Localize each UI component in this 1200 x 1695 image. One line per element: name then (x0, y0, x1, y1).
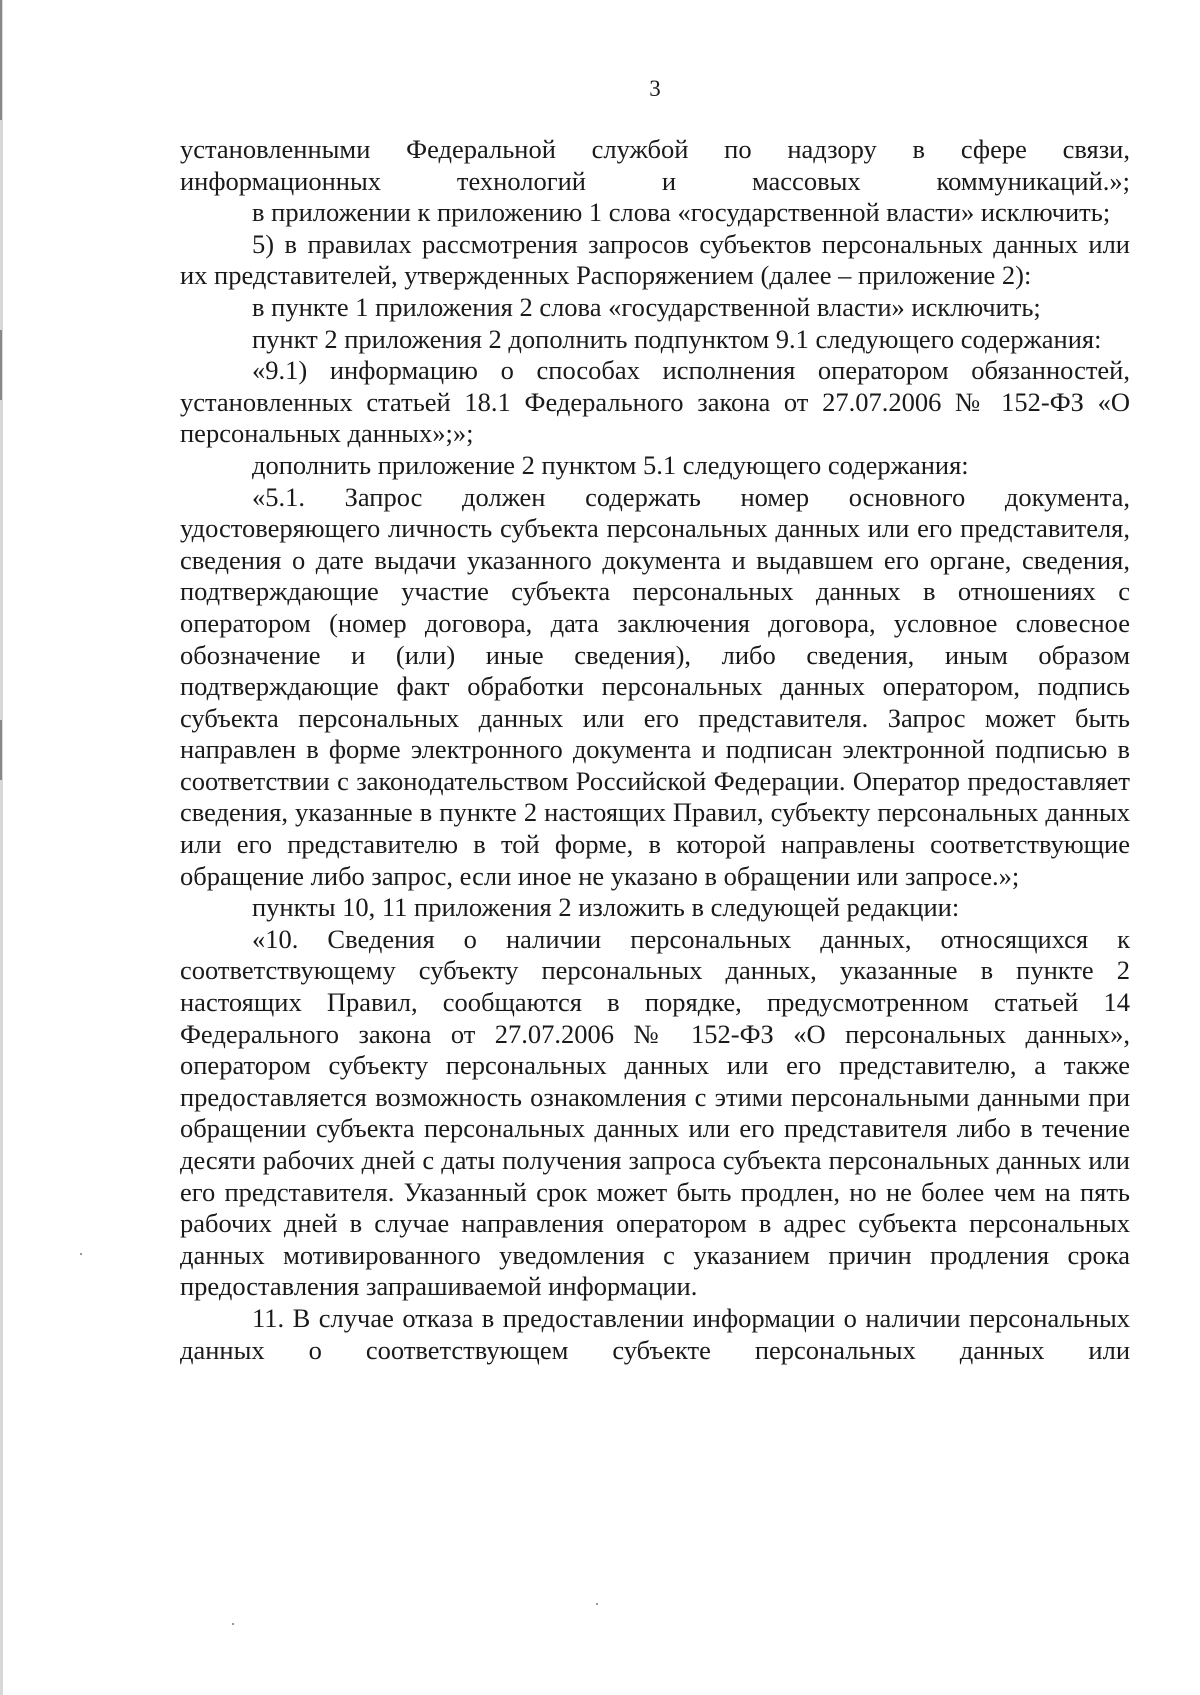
paragraph: установленными Федеральной службой по надзору в сфере связи, информационных технологий и массовых коммуникаций.»; (180, 134, 1130, 196)
scan-artifact (0, 330, 2, 400)
paragraph: «5.1. Запрос должен содержать номер основного документа, удостоверяющего личность субъекта персональных данных или его представителя, сведения о дате выдачи указанного документа и выдавшем его органе, сведения, подтверждающие участие субъекта персональных данных в отношениях с оператором (номер договора, дата заключения договора, условное словесное обозначение и (или) иные сведения), либо сведения, иным образом подтверждающие факт обработки персональных данных оператором, подпись субъекта персональных данных или его представителя. Запрос может быть направлен в форме электронного документа и подписан электронной подписью в соответствии с законодательством Российской Федерации. Оператор предоставляет сведения, указанные в пункте 2 настоящих Правил, субъекту персональных данных или его представителю в той форме, в которой направлены соответствующие обращение либо запрос, если иное не указано в обращении или запросе.»; (180, 481, 1130, 891)
paragraph: пункт 2 приложения 2 дополнить подпунктом 9.1 следующего содержания: (252, 323, 1102, 354)
page-number: 3 (649, 76, 661, 101)
paragraph: 5) в правилах рассмотрения запросов субъектов персональных данных или их представителей, утвержденных Распоряжением (далее – приложение 2): (180, 228, 1130, 291)
paragraph: 11. В случае отказа в предоставлении информации о наличии персональных данных о соответствующем субъекте персональных данных или (180, 1302, 1130, 1365)
scan-speck (80, 1253, 82, 1255)
document-body (180, 134, 1130, 1366)
scan-edge (0, 0, 3, 1695)
scan-speck (596, 1603, 598, 1605)
scan-artifact (0, 0, 2, 120)
scan-artifact (0, 720, 2, 780)
scan-speck (232, 1623, 234, 1625)
paragraph: в пункте 1 приложения 2 слова «государственной власти» исключить; (252, 291, 1041, 322)
paragraph: «10. Сведения о наличии персональных данных, относящихся к соответствующему субъекту персональных данных, указанные в пункте 2 настоящих Правил, сообщаются в порядке, предусмотренном статьей 14 Федерального закона от 27.07.2006 № 152-ФЗ «О персональных данных», оператором субъекту персональных данных или его представителю, а также предоставляется возможность ознакомления с этими персональными данными при обращении субъекта персональных данных или его представителя либо в течение десяти рабочих дней с даты получения запроса субъекта персональных данных или его представителя. Указанный срок может быть продлен, но не более чем на пять рабочих дней в случае направления оператором в адрес субъекта персональных данных мотивированного уведомления с указанием причин продления срока предоставления запрашиваемой информации. (180, 923, 1130, 1302)
paragraph: в приложении к приложению 1 слова «государственной власти» исключить; (252, 197, 1111, 228)
paragraph: «9.1) информацию о способах исполнения оператором обязанностей, установленных статьей 18.1 Федерального закона от 27.07.2006 № 152-ФЗ «О персональных данных»;»; (180, 355, 1130, 449)
paragraph: пункты 10, 11 приложения 2 изложить в следующей редакции: (252, 892, 960, 923)
paragraph: дополнить приложение 2 пунктом 5.1 следующего содержания: (252, 449, 969, 480)
